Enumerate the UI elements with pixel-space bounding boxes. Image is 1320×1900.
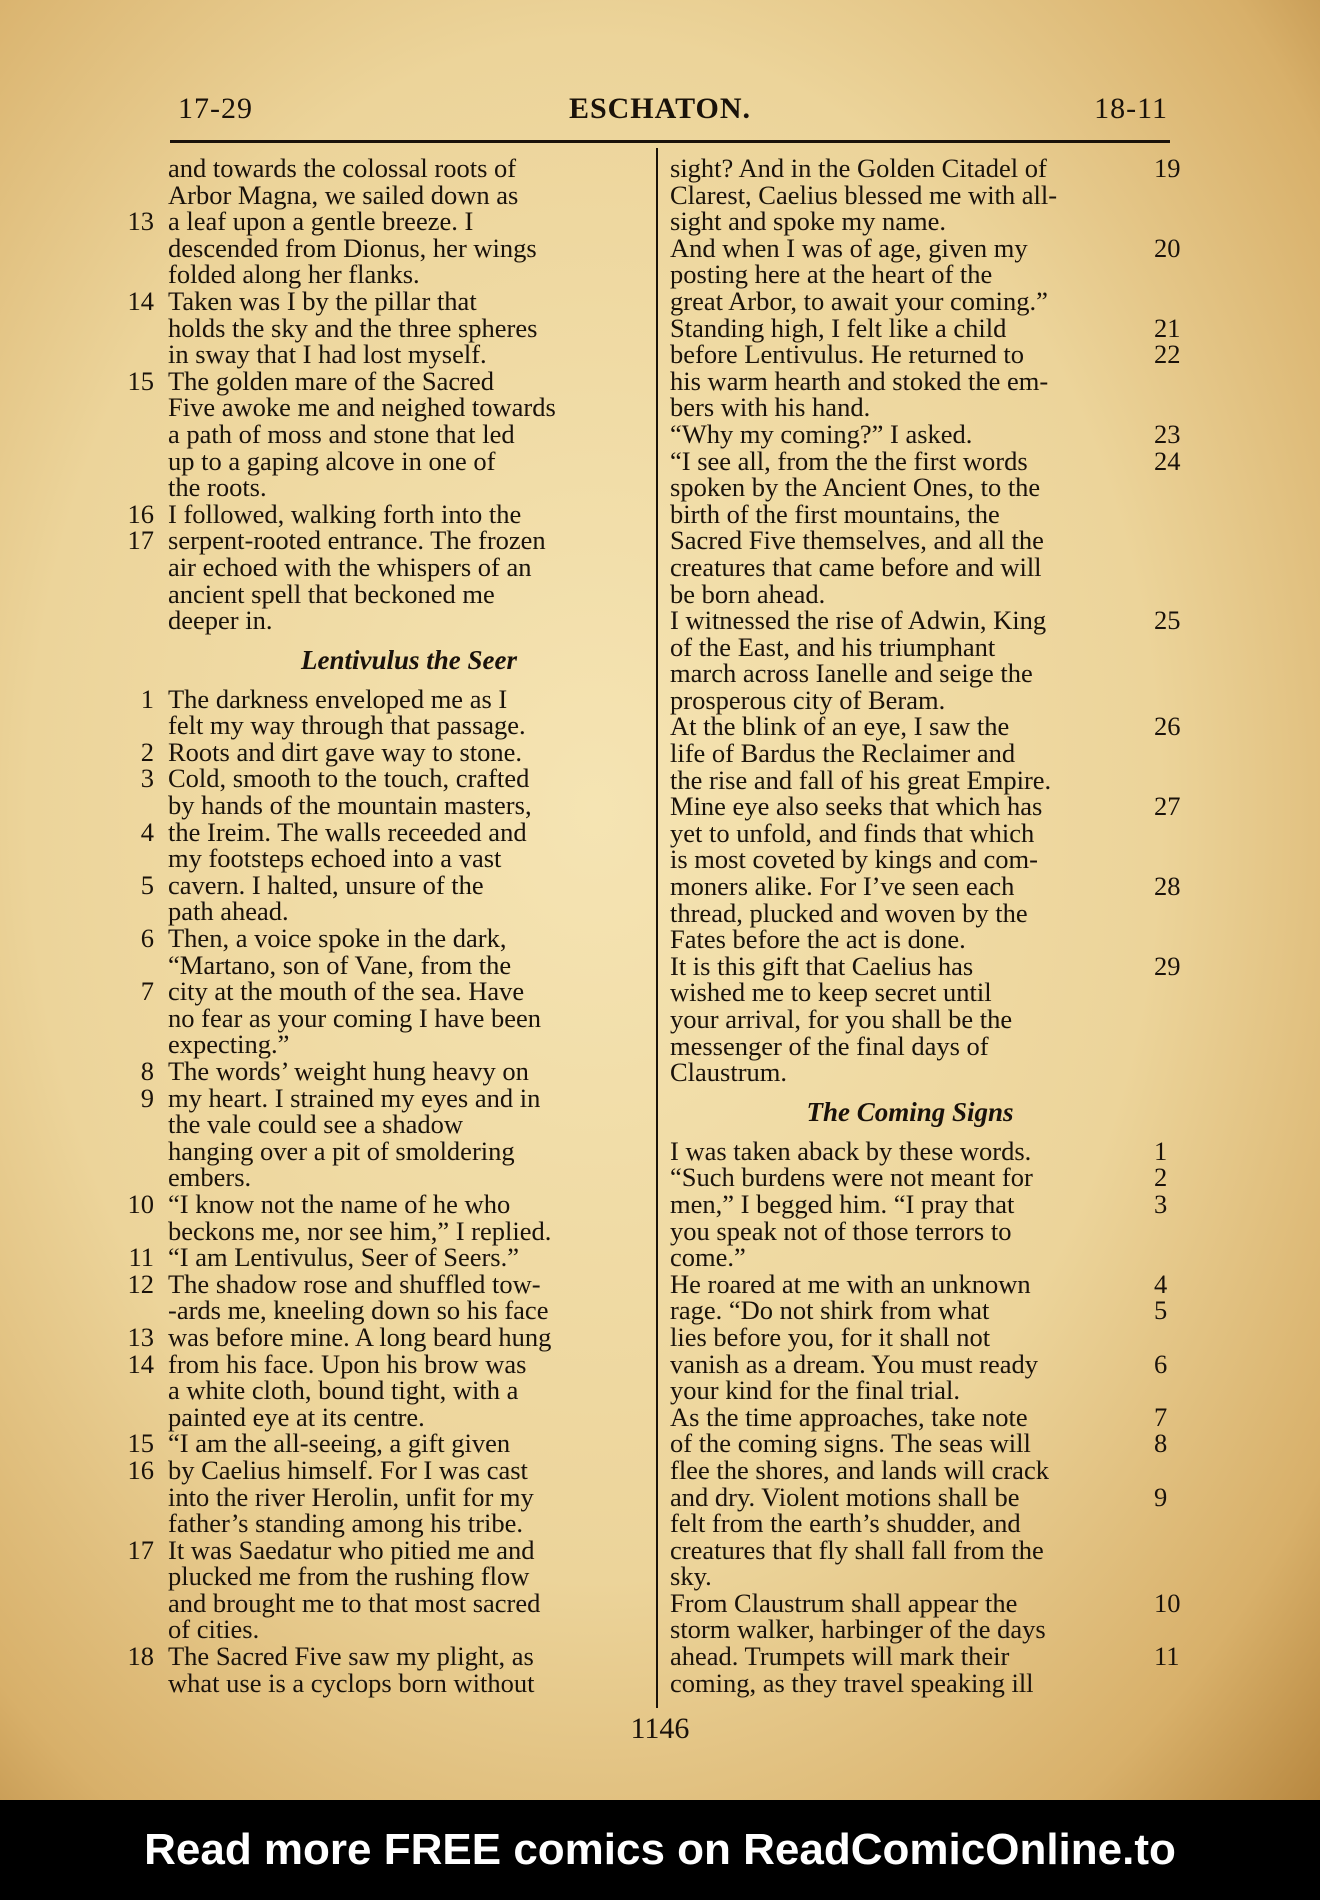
verse-text: a path of moss and stone that led	[168, 418, 515, 449]
verse-line	[670, 1059, 1210, 1086]
verse-text: “Such burdens were not meant for	[670, 1162, 1033, 1193]
column-divider	[656, 148, 658, 1708]
verse-number: 29	[1154, 950, 1181, 981]
verse-line	[670, 341, 1210, 368]
verse-text: into the river Herolin, unfit for my	[168, 1481, 534, 1512]
verse-line	[120, 578, 650, 609]
verse-line	[120, 898, 650, 925]
verse-text: I followed, walking forth into the	[168, 498, 522, 529]
verse-number: 23	[1154, 418, 1181, 449]
verse-line	[670, 1481, 1210, 1512]
verse-text: birth of the first mountains, the	[670, 498, 1000, 529]
verse-text: folded along her flanks.	[168, 259, 420, 290]
verse-text: serpent-rooted entrance. The frozen	[168, 525, 546, 556]
verse-number: 9	[140, 1082, 154, 1113]
verse-text: prosperous city of Beram.	[670, 684, 946, 715]
verse-text: Roots and dirt gave way to stone.	[168, 736, 523, 767]
verse-text: thread, plucked and woven by the	[670, 897, 1028, 928]
verse-line	[120, 285, 650, 316]
verse-text: great Arbor, to await your coming.”	[670, 285, 1048, 316]
verse-text: The words’ weight hung heavy on	[168, 1056, 529, 1086]
verse-number: 3	[140, 763, 154, 794]
verse-text: of the East, and his triumphant	[670, 631, 996, 662]
header-rule	[170, 140, 1170, 143]
verse-line	[670, 1563, 1210, 1590]
verse-number: 19	[1154, 153, 1181, 183]
verse-number: 11	[128, 1242, 154, 1273]
verse-text: As the time approaches, take note	[670, 1401, 1028, 1432]
verse-line	[670, 551, 1210, 582]
verse-line	[670, 1587, 1210, 1618]
verse-line	[670, 1164, 1210, 1191]
verse-line	[120, 1667, 650, 1698]
verse-line	[120, 1188, 650, 1219]
verse-line	[670, 873, 1210, 900]
verse-text: what use is a cyclops born without	[168, 1667, 535, 1698]
header-verse-range-start: 17-29	[178, 92, 253, 125]
verse-text: “I am Lentivulus, Seer of Seers.”	[168, 1242, 520, 1273]
verse-text: the roots.	[168, 472, 267, 503]
verse-text: a leaf upon a gentle breeze. I	[168, 206, 474, 237]
verse-text: your arrival, for you shall be the	[670, 1004, 1013, 1034]
verse-line	[670, 926, 1210, 953]
verse-number: 26	[1154, 711, 1181, 742]
verse-text: Then, a voice spoke in the dark,	[168, 923, 507, 954]
verse-text: At the blink of an eye, I saw the	[670, 711, 1010, 742]
verse-line	[670, 365, 1210, 396]
verse-line	[120, 765, 650, 792]
verse-line	[670, 1348, 1210, 1379]
verse-line	[670, 394, 1210, 421]
verse-line	[120, 394, 650, 421]
verse-text: you speak not of those terrors to	[670, 1215, 1012, 1246]
verse-line	[670, 1616, 1210, 1643]
left-column	[120, 155, 650, 1696]
verse-text: lies before you, for it shall not	[670, 1321, 991, 1352]
verse-number: 7	[140, 976, 154, 1007]
verse-line	[670, 155, 1210, 182]
verse-text: Mine eye also seeks that which has	[670, 791, 1043, 822]
verse-line	[670, 713, 1210, 740]
verse-text: Arbor Magna, we sailed down as	[168, 179, 519, 210]
verse-number: 11	[1154, 1641, 1180, 1672]
verse-line	[670, 950, 1210, 981]
verse-text: wished me to keep secret until	[670, 977, 992, 1008]
verse-line	[120, 155, 650, 182]
verse-text: posting here at the heart of the	[670, 259, 993, 290]
verse-line	[670, 527, 1210, 554]
verse-number: 15	[127, 365, 154, 396]
verse-text: “Why my coming?” I asked.	[670, 418, 973, 449]
verse-number: 17	[127, 1534, 154, 1565]
verse-line	[670, 1430, 1210, 1457]
verse-text: Five awoke me and neighed towards	[168, 392, 556, 423]
verse-text: from his face. Upon his brow was	[168, 1348, 527, 1379]
verse-line	[670, 1135, 1210, 1166]
verse-line	[120, 1244, 650, 1271]
verse-line	[120, 341, 650, 368]
verse-text: and brought me to that most sacred	[168, 1587, 541, 1618]
verse-line	[120, 312, 650, 343]
verse-text: was before mine. A long beard hung	[168, 1321, 552, 1352]
verse-text: father’s standing among his tribe.	[168, 1508, 523, 1539]
verse-line	[120, 1430, 650, 1457]
verse-line	[120, 261, 650, 288]
verse-line	[670, 793, 1210, 820]
verse-line	[670, 1454, 1210, 1485]
verse-line	[670, 1643, 1210, 1670]
verse-text: expecting.”	[168, 1029, 290, 1060]
verse-line	[120, 792, 650, 819]
verse-number: 14	[127, 1348, 154, 1379]
verse-number: 22	[1154, 339, 1181, 370]
verse-text: From Claustrum shall appear the	[670, 1587, 1018, 1618]
verse-number: 18	[127, 1641, 154, 1672]
verse-text: before Lentivulus. He returned to	[670, 339, 1024, 370]
verse-number: 6	[1154, 1348, 1168, 1379]
section-heading: The Coming Signs	[806, 1096, 1014, 1127]
verse-text: Sacred Five themselves, and all the	[670, 525, 1044, 556]
header-verse-range-end: 18-11	[1094, 92, 1168, 125]
verse-line	[670, 1244, 1210, 1271]
verse-text: the vale could see a shadow	[168, 1109, 464, 1140]
verse-number: 8	[140, 1056, 154, 1086]
verse-number: 13	[127, 206, 154, 237]
verse-line	[120, 949, 650, 980]
verse-line	[120, 1401, 650, 1432]
verse-number: 5	[1154, 1295, 1168, 1326]
verse-line	[670, 817, 1210, 848]
verse-text: ancient spell that beckoned me	[168, 578, 495, 609]
verse-line	[120, 607, 650, 634]
verse-line	[120, 1454, 650, 1485]
verse-text: “I see all, from the the first words	[670, 445, 1028, 476]
verse-line	[670, 1377, 1210, 1404]
verse-number: 16	[127, 498, 154, 529]
verse-text: He roared at me with an unknown	[670, 1268, 1031, 1299]
verse-line	[670, 498, 1210, 529]
verse-line	[120, 1268, 650, 1299]
verse-line	[120, 1297, 650, 1324]
verse-text: is most coveted by kings and com-	[670, 844, 1038, 875]
verse-text: in sway that I had lost myself.	[168, 339, 487, 370]
verse-text: messenger of the final days of	[670, 1030, 989, 1061]
verse-text: creatures that fly shall fall from the	[670, 1534, 1044, 1565]
verse-text: “I know not the name of he who	[168, 1188, 511, 1219]
verse-number: 4	[1154, 1268, 1168, 1299]
verse-line	[670, 1268, 1210, 1299]
verse-line	[670, 607, 1210, 634]
verse-line	[120, 474, 650, 501]
verse-text: city at the mouth of the sea. Have	[168, 976, 525, 1007]
verse-line	[120, 1215, 650, 1246]
verse-line	[120, 365, 650, 396]
verse-line	[120, 1510, 650, 1537]
verse-text: moners alike. For I’ve seen each	[670, 871, 1015, 902]
verse-line	[120, 1164, 650, 1191]
verse-text: sight and spoke my name.	[670, 206, 946, 237]
verse-text: by hands of the mountain masters,	[168, 790, 532, 821]
verse-line	[670, 285, 1210, 316]
verse-number: 25	[1154, 605, 1181, 636]
verse-text: my footsteps echoed into a vast	[168, 843, 502, 874]
verse-line	[120, 1481, 650, 1512]
verse-line	[670, 979, 1210, 1006]
verse-text: It is this gift that Caelius has	[670, 950, 974, 981]
verse-line	[120, 1111, 650, 1138]
verse-line	[120, 869, 650, 900]
verse-line	[670, 1215, 1210, 1246]
page-number: 1146	[630, 1712, 690, 1745]
verse-line	[120, 683, 650, 714]
verse-number: 28	[1154, 871, 1181, 902]
verse-number: 14	[127, 285, 154, 316]
verse-text: Standing high, I felt like a child	[670, 312, 1007, 343]
verse-text: vanish as a dream. You must ready	[670, 1348, 1038, 1379]
verse-line	[670, 897, 1210, 928]
verse-line	[120, 551, 650, 582]
verse-line	[670, 578, 1210, 609]
verse-text: and dry. Violent motions shall be	[670, 1481, 1020, 1512]
verse-text: be born ahead.	[670, 578, 826, 609]
verse-text: the rise and fall of his great Empire.	[670, 764, 1052, 795]
verse-line	[670, 660, 1210, 687]
verse-text: your kind for the final trial.	[670, 1375, 960, 1406]
verse-text: yet to unfold, and finds that which	[670, 817, 1035, 848]
verse-text: “Martano, son of Vane, from the	[168, 949, 512, 980]
verse-text: by Caelius himself. For I was cast	[168, 1454, 528, 1485]
verse-line	[670, 179, 1210, 210]
verse-number: 10	[127, 1188, 154, 1219]
verse-number: 4	[140, 816, 154, 847]
verse-line	[120, 1082, 650, 1113]
verse-line	[120, 712, 650, 739]
verse-line	[120, 1135, 650, 1166]
verse-text: felt my way through that passage.	[168, 710, 526, 741]
verse-text: path ahead.	[168, 896, 289, 927]
verse-text: plucked me from the rushing flow	[168, 1561, 530, 1592]
verse-line	[120, 845, 650, 872]
verse-text: embers.	[168, 1162, 252, 1193]
verse-line	[670, 418, 1210, 449]
verse-number: 8	[1154, 1428, 1168, 1459]
verse-text: my heart. I strained my eyes and in	[168, 1082, 541, 1113]
verse-text: Fates before the act is done.	[670, 924, 966, 955]
verse-text: Taken was I by the pillar that	[168, 285, 477, 316]
verse-number: 15	[127, 1428, 154, 1459]
verse-text: Cold, smooth to the touch, crafted	[168, 763, 530, 794]
verse-line	[670, 1667, 1210, 1698]
verse-text: march across Ianelle and seige the	[670, 658, 1033, 689]
verse-number: 21	[1154, 312, 1181, 343]
verse-text: air echoed with the whispers of an	[168, 551, 532, 582]
verse-text: holds the sky and the three spheres	[168, 312, 538, 343]
verse-line	[670, 1534, 1210, 1565]
verse-text: felt from the earth’s shudder, and	[670, 1508, 1021, 1539]
verse-text: The Sacred Five saw my plight, as	[168, 1641, 534, 1672]
verse-number: 20	[1154, 232, 1181, 263]
verse-number: 12	[127, 1268, 154, 1299]
verse-line	[120, 1534, 650, 1565]
verse-line	[670, 1401, 1210, 1432]
verse-text: beckons me, nor see him,” I replied.	[168, 1215, 552, 1246]
verse-line	[120, 1002, 650, 1033]
verse-text: painted eye at its centre.	[168, 1401, 425, 1432]
verse-text: storm walker, harbinger of the days	[670, 1614, 1046, 1645]
verse-line	[120, 179, 650, 210]
verse-line	[670, 740, 1210, 767]
verse-text: and towards the colossal roots of	[168, 153, 517, 183]
verse-line	[120, 445, 650, 476]
verse-text: hanging over a pit of smoldering	[168, 1135, 515, 1166]
verse-text: rage. “Do not shirk from what	[670, 1295, 990, 1326]
verse-line	[670, 261, 1210, 288]
verse-number: 6	[140, 923, 154, 954]
verse-line	[120, 1616, 650, 1643]
verse-line	[120, 1643, 650, 1670]
verse-text: no fear as your coming I have been	[168, 1002, 542, 1033]
verse-text: the Ireim. The walls receeded and	[168, 816, 527, 847]
verse-text: bers with his hand.	[670, 392, 871, 423]
verse-line	[670, 1188, 1210, 1219]
verse-line	[120, 1563, 650, 1590]
verse-line	[670, 764, 1210, 795]
verse-text: It was Saedatur who pitied me and	[168, 1534, 535, 1565]
verse-line	[670, 1510, 1210, 1537]
verse-text: I was taken aback by these words.	[670, 1135, 1032, 1166]
verse-text: The shadow rose and shuffled tow-	[168, 1268, 541, 1299]
verse-number: 9	[1154, 1481, 1168, 1512]
verse-line	[670, 232, 1210, 263]
verse-number: 1	[140, 683, 154, 714]
verse-text: up to a gaping alcove in one of	[168, 445, 496, 476]
verse-text: ahead. Trumpets will mark their	[670, 1641, 1010, 1672]
verse-line	[120, 498, 650, 529]
verse-text: coming, as they travel speaking ill	[670, 1667, 1034, 1698]
verse-line	[670, 474, 1210, 501]
verse-line	[670, 445, 1210, 476]
verse-line	[670, 631, 1210, 662]
verse-line	[670, 1321, 1210, 1352]
verse-line	[670, 208, 1210, 235]
verse-text: descended from Dionus, her wings	[168, 232, 537, 263]
verse-text: The golden mare of the Sacred	[168, 365, 494, 396]
verse-line	[120, 925, 650, 952]
verse-line	[120, 527, 650, 554]
verse-number: 2	[140, 736, 154, 767]
verse-text: spoken by the Ancient Ones, to the	[670, 472, 1041, 503]
header-title: ESCHATON.	[568, 92, 752, 125]
verse-text: Claustrum.	[670, 1057, 788, 1088]
verse-line	[670, 684, 1210, 715]
right-column	[670, 155, 1210, 1696]
verse-line	[120, 232, 650, 263]
verse-line	[670, 846, 1210, 873]
verse-text: deeper in.	[168, 605, 273, 636]
verse-line	[120, 1348, 650, 1379]
verse-number: 24	[1154, 445, 1181, 476]
verse-text: cavern. I halted, unsure of the	[168, 869, 484, 900]
verse-text: flee the shores, and lands will crack	[670, 1454, 1049, 1485]
verse-text: Clarest, Caelius blessed me with all-	[670, 179, 1058, 210]
verse-line	[120, 816, 650, 847]
verse-number: 1	[1154, 1135, 1168, 1166]
verse-text: of cities.	[168, 1614, 260, 1645]
verse-text: “I am the all-seeing, a gift given	[168, 1428, 511, 1459]
verse-line	[670, 312, 1210, 343]
verse-number: 3	[1154, 1188, 1168, 1219]
verse-text: life of Bardus the Reclaimer and	[670, 738, 1016, 769]
section-heading: Lentivulus the Seer	[300, 644, 517, 675]
verse-line	[120, 1377, 650, 1404]
verse-number: 17	[127, 525, 154, 556]
verse-line	[670, 1030, 1210, 1061]
verse-number: 5	[140, 869, 154, 900]
verse-text: men,” I begged him. “I pray that	[670, 1188, 1015, 1219]
verse-text: -ards me, kneeling down so his face	[168, 1295, 549, 1326]
promo-banner[interactable]: Read more FREE comics on ReadComicOnline.to	[0, 1800, 1320, 1900]
verse-number: 10	[1154, 1587, 1181, 1618]
verse-text: of the coming signs. The seas will	[670, 1428, 1031, 1459]
verse-text: I witnessed the rise of Adwin, King	[670, 605, 1047, 636]
verse-line	[120, 1587, 650, 1618]
verse-line	[120, 1321, 650, 1352]
verse-number: 27	[1154, 791, 1181, 822]
verse-text: sky.	[670, 1561, 712, 1592]
verse-line	[120, 1058, 650, 1085]
verse-text: come.”	[670, 1242, 746, 1273]
verse-line	[120, 736, 650, 767]
verse-text: a white cloth, bound tight, with a	[168, 1375, 519, 1406]
verse-text: And when I was of age, given my	[670, 232, 1028, 263]
verse-number: 16	[127, 1454, 154, 1485]
verse-line	[670, 1006, 1210, 1033]
verse-number: 7	[1154, 1401, 1168, 1432]
verse-text: his warm hearth and stoked the em-	[670, 365, 1049, 396]
verse-text: creatures that came before and will	[670, 551, 1042, 582]
verse-text: The darkness enveloped me as I	[168, 683, 508, 714]
verse-line	[120, 1031, 650, 1058]
verse-number: 2	[1154, 1162, 1168, 1193]
verse-text: sight? And in the Golden Citadel of	[670, 153, 1047, 183]
verse-line	[120, 418, 650, 449]
verse-number: 13	[127, 1321, 154, 1352]
verse-line	[120, 208, 650, 235]
verse-line	[120, 978, 650, 1005]
verse-line	[670, 1297, 1210, 1324]
